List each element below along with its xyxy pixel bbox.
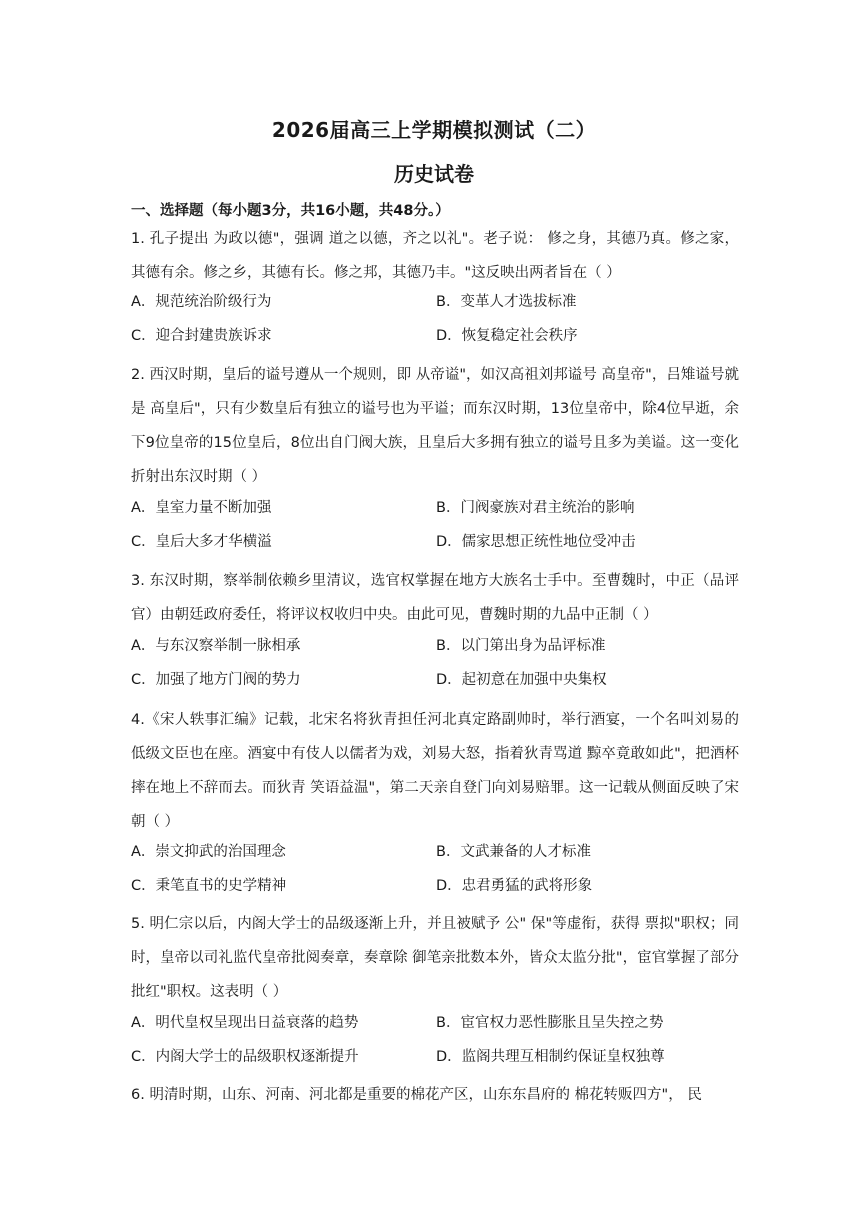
q4-option-c: C．秉笔直书的史学精神 — [131, 878, 287, 894]
question-2-stem: 2. 西汉时期，皇后的谥号遵从一个规则，即 从帝谥"，如汉高祖刘邦谥号 高皇帝"，吕雉谥号就是 高皇后"，只有少数皇后有独立的谥号也为平谥；而东汉时期，13位皇帝中，除4位早逝，余下9位皇帝的15位皇后，8位出自门阀大族，且皇后大多拥有独立的谥号且多为美谥。这一变化折射出东汉时期（ ） — [131, 367, 739, 485]
q1-option-c: C．迎合封建贵族诉求 — [131, 328, 272, 344]
q1-option-b: B．变革人才选拔标准 — [436, 294, 577, 310]
q2-option-b: B．门阀豪族对君主统治的影响 — [436, 500, 635, 516]
q5-option-c: C．内阁大学士的品级职权逐渐提升 — [131, 1049, 359, 1065]
exam-title: 2026届高三上学期模拟测试（二） — [271, 118, 597, 142]
q5-option-d: D．监阁共理互相制约保证皇权独尊 — [436, 1049, 665, 1065]
q4-option-b: B．文武兼备的人才标准 — [436, 844, 591, 860]
question-1-stem: 1. 孔子提出 为政以德"，强调 道之以德，齐之以礼"。老子说： 修之身，其德乃真。修之家，其德有余。修之乡，其德有长。修之邦，其德乃丰。"这反映出两者旨在（ ） — [131, 231, 739, 281]
q3-option-a: A．与东汉察举制一脉相承 — [131, 638, 301, 654]
q2-option-c: C．皇后大多才华横溢 — [131, 534, 272, 550]
question-4-stem: 4.《宋人轶事汇编》记载，北宋名将狄青担任河北真定路副帅时，举行酒宴，一个名叫刘易的低级文臣也在座。酒宴中有伎人以儒者为戏，刘易大怒，指着狄青骂道 黥卒竟敢如此"，把酒杯摔在地上不辞而去。而狄青 笑语益温"，第二天亲自登门向刘易赔罪。这一记载从侧面反映了宋朝（ ） — [131, 712, 739, 830]
q3-option-c: C．加强了地方门阀的势力 — [131, 672, 301, 688]
q3-option-d: D．起初意在加强中央集权 — [436, 672, 607, 688]
question-6-stem: 6. 明清时期，山东、河南、河北都是重要的棉花产区，山东东昌府的 棉花转贩四方"， 民 — [131, 1087, 702, 1103]
q5-option-a: A．明代皇权呈现出日益衰落的趋势 — [131, 1015, 359, 1031]
q1-option-a: A．规范统治阶级行为 — [131, 294, 272, 310]
q2-option-d: D．儒家思想正统性地位受冲击 — [436, 534, 636, 550]
question-5-stem: 5. 明仁宗以后，内阁大学士的品级逐渐上升，并且被赋予 公" 保"等虚衔，获得 票拟"职权；同时，皇帝以司礼监代皇帝批阅奏章，奏章除 御笔亲批数本外，皆众太监分批"，宦官掌握了部分 批红"职权。这表明（ ） — [131, 916, 739, 1000]
subject-title: 历史试卷 — [394, 162, 474, 186]
q2-option-a: A．皇室力量不断加强 — [131, 500, 272, 516]
q3-option-b: B．以门第出身为品评标准 — [436, 638, 606, 654]
question-3-stem: 3. 东汉时期，察举制依赖乡里清议，选官权掌握在地方大族名士手中。至曹魏时，中正（品评官）由朝廷政府委任，将评议权收归中央。由此可见，曹魏时期的九品中正制（ ） — [131, 573, 739, 623]
q4-option-a: A．崇文抑武的治国理念 — [131, 844, 286, 860]
q5-option-b: B．宦官权力恶性膨胀且呈失控之势 — [436, 1015, 664, 1031]
q1-option-d: D．恢复稳定社会秩序 — [436, 328, 578, 344]
q4-option-d: D．忠君勇猛的武将形象 — [436, 878, 593, 894]
section-heading: 一、选择题（每小题3分，共16小题，共48分。） — [131, 203, 450, 219]
